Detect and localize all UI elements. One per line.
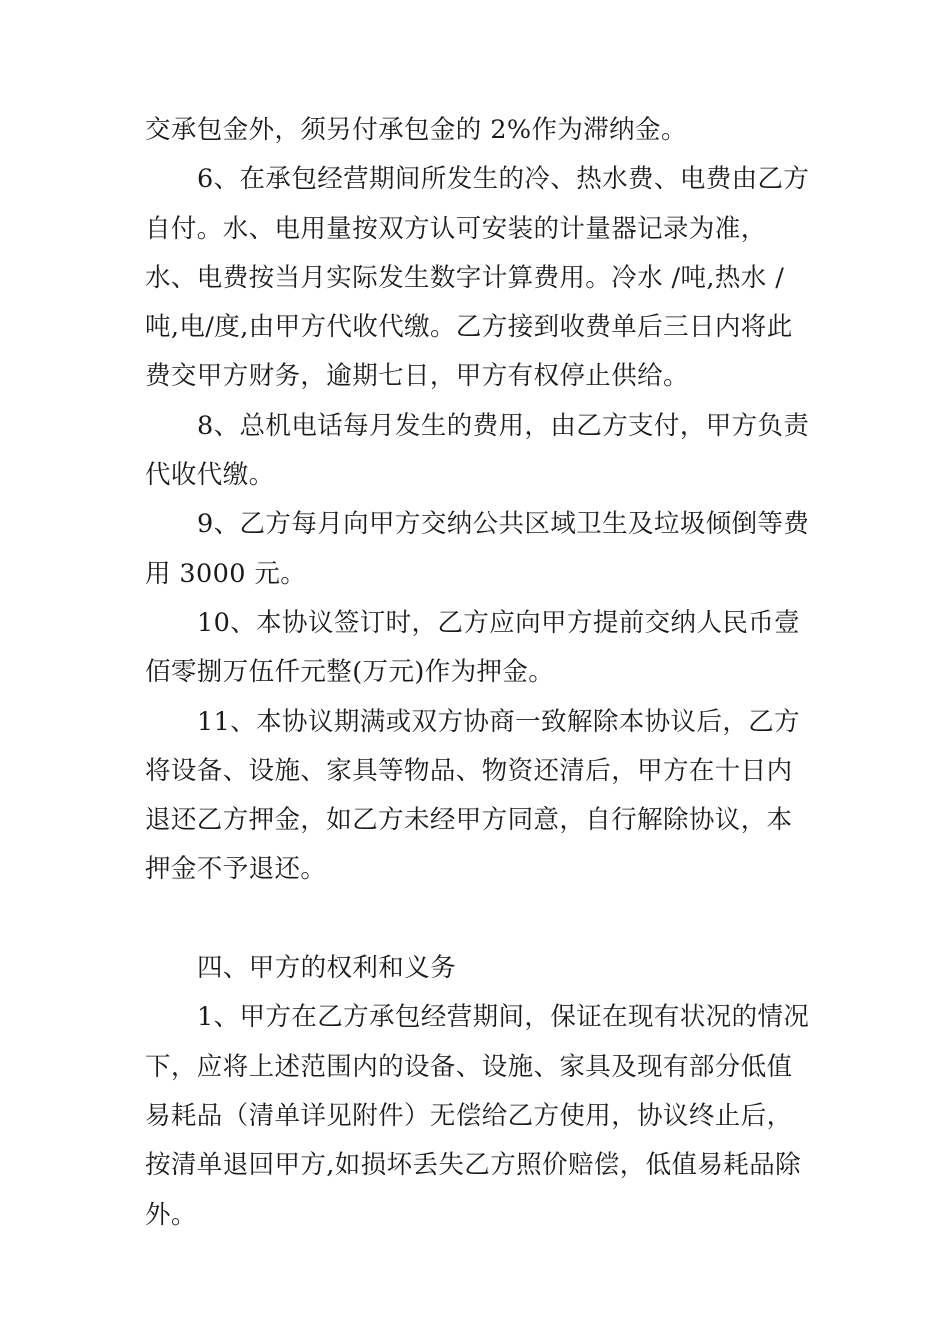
paragraph-clause-6: 6、在承包经营期间所发生的冷、热水费、电费由乙方自付。水、电用量按双方认可安装的计量器记录为准，水、电费按当月实际发生数字计算费用。冷水 /吨,热水 /吨,电/度,由甲方代收代缴。乙方接到收费单后三日内将此费交甲方财务，逾期七日，甲方有权停止供给。 bbox=[145, 164, 810, 392]
paragraph-clause-1: 1、甲方在乙方承包经营期间，保证在现有状况的情况下，应将上述范围内的设备、设施、家具及现有部分低值易耗品（清单详见附件）无偿给乙方使用，协议终止后，按清单退回甲方,如损坏丢失乙方照价赔偿，低值易耗品除外。 bbox=[145, 1002, 810, 1230]
paragraph-clause-8: 8、总机电话每月发生的费用，由乙方支付，甲方负责代收代缴。 bbox=[145, 410, 810, 491]
paragraph-clause-9: 9、乙方每月向甲方交纳公共区域卫生及垃圾倾倒等费用 3000 元。 bbox=[145, 509, 810, 589]
section-heading: 四、甲方的权利和义务 bbox=[197, 953, 457, 984]
document-body bbox=[145, 106, 810, 1240]
paragraph-continuation: 交承包金外，须另付承包金的 2%作为滞纳金。 bbox=[145, 115, 687, 145]
paragraph-clause-11: 11、本协议期满或双方协商一致解除本协议后，乙方将设备、设施、家具等物品、物资还清后，甲方在十日内退还乙方押金，如乙方未经甲方同意，自行解除协议，本押金不予退还。 bbox=[145, 706, 801, 885]
paragraph-clause-10: 10、本协议签订时，乙方应向甲方提前交纳人民币壹佰零捌万伍仟元整(万元)作为押金。 bbox=[145, 607, 801, 688]
blank-line bbox=[145, 895, 810, 944]
